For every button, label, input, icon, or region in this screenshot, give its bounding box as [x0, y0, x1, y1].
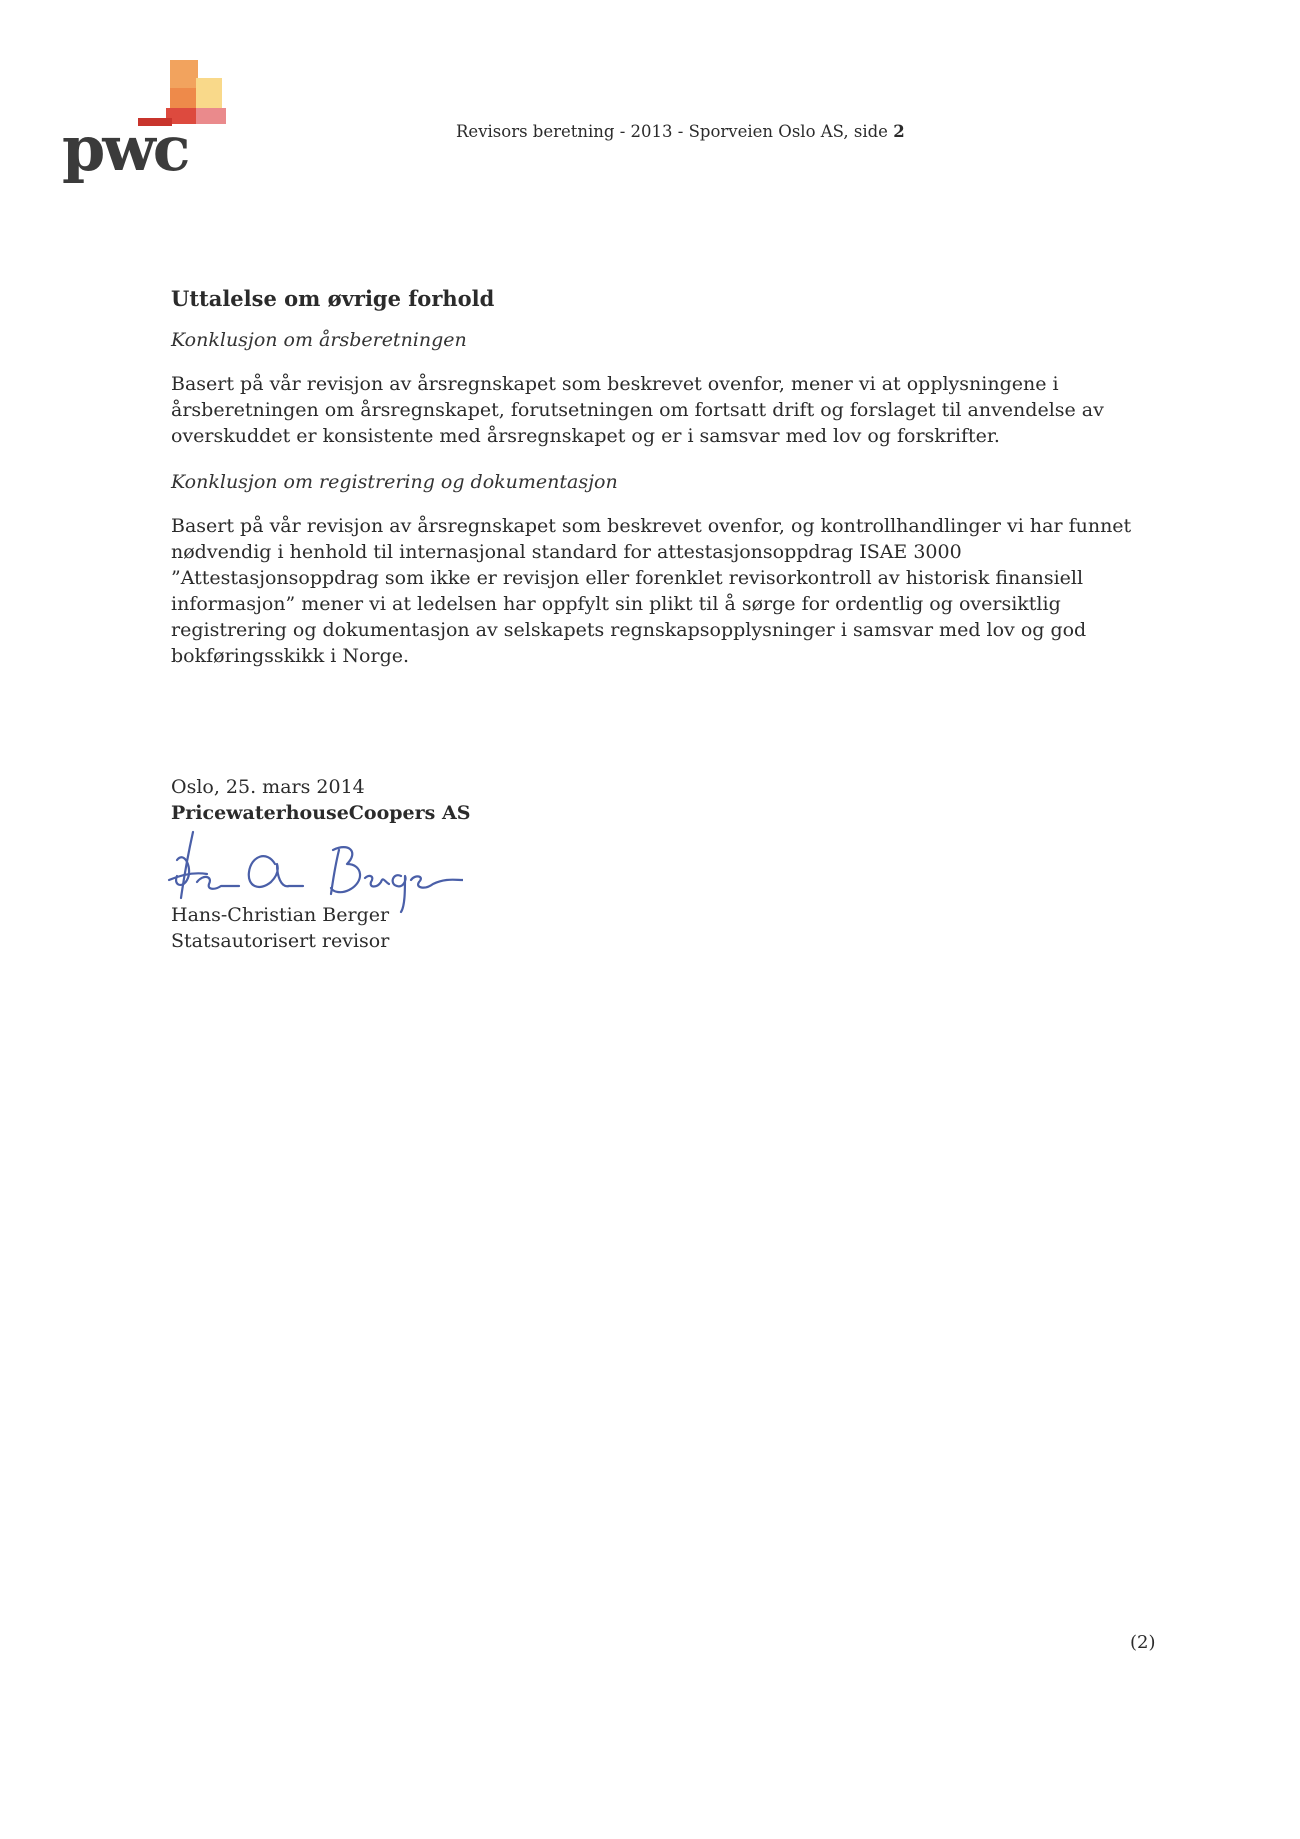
header-text: Revisors beretning - 2013 - Sporveien Oslo AS, side — [456, 122, 894, 141]
signoff-block — [171, 774, 470, 826]
paragraph-line: ”Attestasjonsoppdrag som ikke er revisjon eller forenklet revisorkontroll av historisk finansiell — [171, 567, 1084, 589]
signer-title: Statsautorisert revisor — [171, 930, 390, 952]
paragraph-line: Basert på vår revisjon av årsregnskapet som beskrevet ovenfor, mener vi at opplysningene i — [171, 373, 1059, 395]
paragraph-arsberetning — [171, 371, 1161, 449]
paragraph-line: overskuddet er konsistente med årsregnskapet og er i samsvar med lov og forskrifter. — [171, 425, 1000, 447]
page-number: (2) — [1130, 1632, 1156, 1653]
paragraph-line: informasjon” mener vi at ledelsen har oppfylt sin plikt til å sørge for ordentlig og oversiktlig — [171, 593, 1061, 615]
logo-block-pink — [192, 108, 226, 124]
paragraph-line: årsberetningen om årsregnskapet, forutsetningen om fortsatt drift og forslaget til anvendelse av — [171, 399, 1104, 421]
subsection-title-arsberetning: Konklusjon om årsberetningen — [171, 329, 467, 351]
paragraph-line: Basert på vår revisjon av årsregnskapet som beskrevet ovenfor, og kontrollhandlinger vi har funnet — [171, 515, 1132, 537]
paragraph-line: registrering og dokumentasjon av selskapets regnskapsopplysninger i samsvar med lov og god — [171, 619, 1087, 641]
paragraph-registrering — [171, 513, 1161, 669]
section-title: Uttalelse om øvrige forhold — [171, 286, 495, 311]
signer-name: Hans-Christian Berger — [171, 904, 390, 926]
page-header — [456, 122, 905, 141]
signer-block — [171, 902, 389, 954]
paragraph-line: bokføringsskikk i Norge. — [171, 645, 410, 667]
pwc-logo-text: pwc — [62, 112, 188, 185]
header-page: 2 — [893, 122, 905, 141]
document-body — [171, 286, 1161, 691]
logo-block-orange — [170, 60, 198, 88]
company-name: PricewaterhouseCoopers AS — [171, 802, 471, 824]
place-date: Oslo, 25. mars 2014 — [171, 776, 365, 798]
paragraph-line: nødvendig i henhold til internasjonal standard for attestasjonsoppdrag ISAE 3000 — [171, 541, 962, 563]
subsection-title-registrering: Konklusjon om registrering og dokumentasjon — [171, 471, 618, 493]
